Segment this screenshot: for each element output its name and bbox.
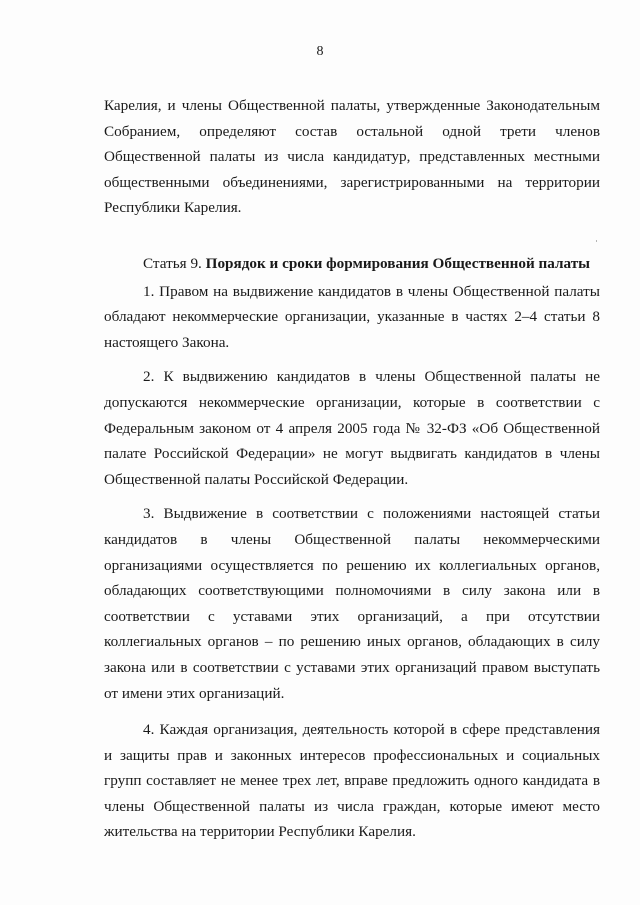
article-9-section bbox=[104, 251, 600, 845]
article-paragraph-3: 3. Выдвижение в соответствии с положениями настоящей статьи кандидатов в члены Общественной палаты некоммерческими организациями осуществляется по решению их коллегиальных органов, обладающих соответствующими полномочиями в силу закона или в соответствии с уставами этих организаций, а при отсутствии коллегиальных органов – по решению иных органов, обладающих в силу закона или в соответствии с уставами этих организаций правом выступать от имени этих организаций. bbox=[104, 505, 600, 702]
article-paragraph-1: 1. Правом на выдвижение кандидатов в члены Общественной палаты обладают некоммерческие организации, указанные в частях 2–4 статьи 8 настоящего Закона. bbox=[104, 282, 600, 351]
article-paragraph-2: 2. К выдвижению кандидатов в члены Общественной палаты не допускаются некоммерческие организации, которые в соответствии с Федеральным законом от 4 апреля 2005 года № 32-ФЗ «Об Общественной палате Российской Федерации» не могут выдвигать кандидатов в члены Общественной палаты Российской Федерации. bbox=[104, 368, 600, 488]
article-paragraph-4: 4. Каждая организация, деятельность которой в сфере представления и защиты прав и законных интересов профессиональных и социальных групп составляет не менее трех лет, вправе предложить одного кандидата в члены Общественной палаты из числа граждан, которые имеют место жительства на территории Республики Карелия. bbox=[104, 721, 600, 841]
article-heading bbox=[104, 251, 600, 277]
article-title: Порядок и сроки формирования Общественной палаты bbox=[205, 255, 591, 272]
page-number: 8 bbox=[316, 44, 324, 59]
article-label: Статья 9. bbox=[143, 255, 202, 272]
scan-artifact bbox=[596, 240, 597, 242]
intro-paragraph: Карелия, и члены Общественной палаты, утвержденные Законодательным Собранием, определяют состав остальной одной трети членов Общественной палаты из числа кандидатур, представленных местными общественными объединениями, зарегистрированными на территории Республики Карелия. bbox=[104, 97, 600, 217]
intro-section bbox=[104, 93, 600, 221]
